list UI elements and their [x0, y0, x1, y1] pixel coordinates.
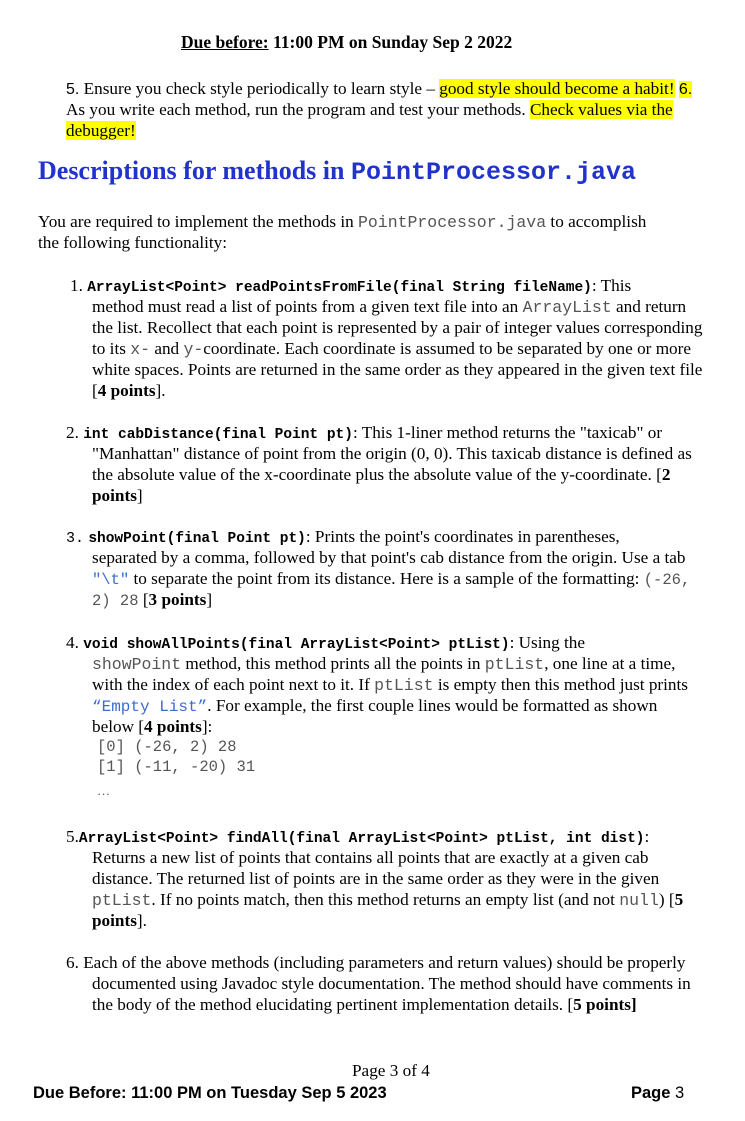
item-5-after: :: [644, 827, 650, 846]
item-4-ptlist-code: ptList: [484, 655, 545, 674]
lead-text: You are required to implement the methods in: [38, 212, 358, 231]
item-5-number: 5.: [66, 827, 79, 846]
item-6-line-2: [92, 973, 691, 995]
item-3-bracket-end: ]: [206, 590, 213, 609]
item-6-line-3: [92, 994, 637, 1016]
p5-text: Ensure you check style periodically to learn style –: [79, 79, 440, 98]
item-1-line-2: [92, 296, 686, 319]
item-4-ellipsis-text: …: [97, 783, 110, 798]
item-5-line-3-text: distance. The returned list of points are in the same order as they were in the given: [92, 869, 660, 888]
item-6-line-1: [66, 952, 686, 974]
item-5-line-2: [92, 847, 649, 869]
item-4-line-2-text: method, this method prints all the points in: [181, 654, 485, 673]
item-1-line-3-text: the list. Recollect that each point is represented by a pair of integer values corresponding: [92, 318, 703, 337]
item-5-points-word: points: [92, 911, 137, 930]
item-2-number: 2.: [66, 423, 79, 442]
item-1-line-5-text: white spaces. Points are returned in the same order as they appeared in the given text file: [92, 360, 703, 379]
item-4-line-2: [92, 653, 675, 676]
item-4-points: 4 points: [144, 717, 202, 736]
item-3-line-4: [92, 589, 212, 612]
p6-num: 6.: [678, 81, 693, 98]
item-2-points-num: 2: [661, 465, 671, 484]
item-5-line-3: [92, 868, 659, 890]
item-1-x-code: x-: [130, 340, 151, 359]
intro-line-3: [66, 120, 136, 142]
item-2-line-2: [92, 443, 692, 465]
footer-page-label: Page: [631, 1084, 676, 1102]
item-4-line-5-text: below [: [92, 717, 145, 736]
item-1-text: method must read a list of points from a given text file into an: [92, 297, 523, 316]
item-3-line-3-text: to separate the point from its distance. Here is a sample of the formatting:: [129, 569, 644, 588]
due-label: Due before:: [181, 32, 269, 52]
item-1-line-5: [92, 359, 702, 381]
item-1-line-4-end: coordinate. Each coordinate is assumed to be separated by one or more: [203, 339, 692, 358]
lead-line-2-text: the following functionality:: [38, 233, 228, 252]
item-5-line-5: [92, 910, 147, 932]
intro-line-2: [66, 99, 673, 121]
item-4-empty-list-code: “Empty List”: [92, 698, 208, 716]
item-1-bracket-end: ].: [155, 381, 166, 400]
section-heading-code: PointProcessor.java: [350, 158, 637, 187]
item-1-signature: ArrayList<Point> readPointsFromFile(final String fileName): [87, 280, 592, 296]
item-4-line-4-text: . For example, the first couple lines would be formatted as shown: [207, 696, 658, 715]
item-5-ptlist-code: ptList: [92, 891, 152, 910]
item-3-line-2-text: separated by a comma, followed by that point's cab distance from the origin. Use a tab: [92, 548, 686, 567]
item-1-bracket: [: [92, 381, 98, 400]
due-text: 11:00 PM on Sunday Sep 2 2022: [268, 32, 513, 52]
item-3-sample-end: 2) 28: [92, 592, 139, 610]
item-3-points: 3 points: [148, 590, 207, 609]
item-3-bracket: [: [138, 590, 149, 609]
item-6-points: 5 points]: [573, 995, 637, 1014]
footer-due-text: Due Before: 11:00 PM on Tuesday Sep 5 2023: [33, 1084, 387, 1102]
item-4-ellipsis: [97, 780, 110, 802]
item-6-number: 6.: [66, 953, 79, 972]
item-4-example-1: [97, 737, 237, 757]
p5-num: 5.: [66, 81, 80, 98]
item-3-signature: showPoint(final Point pt): [88, 531, 306, 547]
section-heading-text: Descriptions for methods in: [38, 156, 351, 185]
item-4-line-3-end: is empty then this method just prints: [433, 675, 688, 694]
item-5-bracket: ) [: [658, 890, 675, 909]
item-3-sample-start: (-26,: [643, 571, 691, 589]
item-1-line-4-text: to its: [92, 339, 131, 358]
lead-code: PointProcessor.java: [357, 213, 547, 232]
item-2-line-2-text: "Manhattan" distance of point from the origin (0, 0). This taxicab distance is defined as: [92, 444, 692, 463]
item-4-number: 4.: [66, 633, 79, 652]
footer-page-number: 3: [675, 1084, 685, 1102]
item-2-bracket-end: ]: [136, 486, 143, 505]
page-of: [352, 1060, 430, 1082]
item-5-line-4: [92, 889, 683, 912]
item-4-line-4: [92, 695, 657, 718]
item-4-signature: void showAllPoints(final ArrayList<Point> ptList): [83, 637, 510, 653]
item-1-line-4: [92, 338, 691, 361]
item-3-line-3: [92, 568, 690, 591]
item-3-tab-code: "\t": [92, 571, 130, 589]
item-2-line-3-text: the absolute value of the x-coordinate plus the absolute value of the y-coordinate. [: [92, 465, 662, 484]
item-1-number: 1.: [70, 276, 83, 295]
item-2-line-4: [92, 485, 143, 507]
item-4-line-3: [92, 674, 688, 697]
item-4-showpoint-code: showPoint: [92, 655, 182, 674]
item-4-example-1-text: [0] (-26, 2) 28: [97, 738, 237, 756]
item-5-null-code: null: [619, 891, 659, 910]
section-heading: [38, 156, 636, 188]
due-header: [181, 31, 512, 53]
lead-line-1: [38, 211, 646, 234]
item-6-line-1-text: Each of the above methods (including parameters and return values) should be properly: [83, 953, 686, 972]
item-4-example-2-text: [1] (-11, -20) 31: [97, 758, 256, 776]
p5-highlight: good style should become a habit!: [439, 79, 675, 98]
item-4-ptlist-code-2: ptList: [374, 676, 434, 695]
item-5-line-4-text: . If no points match, then this method returns an empty list (and not: [151, 890, 620, 909]
item-5-points-num: 5: [674, 890, 684, 909]
item-1-after: : This: [591, 276, 632, 295]
page-of-text: Page 3 of 4: [352, 1061, 430, 1080]
item-4-line-2-end: , one line at a time,: [544, 654, 676, 673]
item-5-signature: ArrayList<Point> findAll(final ArrayList<Point> ptList, int dist): [78, 831, 645, 847]
footer-page: [631, 1082, 684, 1104]
item-4-line-5: [92, 716, 212, 738]
item-6-line-3-text: the body of the method elucidating pertinent implementation details. [: [92, 995, 574, 1014]
item-1-code: ArrayList: [522, 298, 612, 317]
footer-due: [33, 1082, 387, 1104]
lead-line-2: [38, 232, 227, 254]
item-4-bracket-end: ]:: [201, 717, 213, 736]
intro-line-2-highlight: Check values via the: [529, 100, 673, 119]
item-3-line-2: [92, 547, 686, 569]
item-1-and: and: [150, 339, 184, 358]
item-1-text-end: and return: [611, 297, 687, 316]
item-5-line-2-text: Returns a new list of points that contains all points that are exactly at a given cab: [92, 848, 649, 867]
item-4-after: : Using the: [509, 633, 585, 652]
item-6-line-2-text: documented using Javadoc style documentation. The method should have comments in: [92, 974, 691, 993]
item-2-signature: int cabDistance(final Point pt): [83, 427, 353, 443]
item-5-bracket-end: ].: [136, 911, 147, 930]
intro-line-3-highlight: debugger!: [66, 121, 136, 140]
item-1-points: 4 points: [97, 381, 156, 400]
item-2-line-3: [92, 464, 670, 486]
item-2-after: : This 1-liner method returns the "taxicab" or: [352, 423, 663, 442]
item-3-after: : Prints the point's coordinates in parentheses,: [305, 527, 620, 546]
item-1-line-6: [92, 380, 166, 402]
item-4-line-3-text: with the index of each point next to it. If: [92, 675, 375, 694]
item-4-example-2: [97, 757, 255, 777]
intro-line-2-text: As you write each method, run the program and test your methods.: [66, 100, 530, 119]
item-3-number: 3.: [66, 530, 85, 547]
item-2-points-word: points: [92, 486, 137, 505]
item-1-line-3: [92, 317, 702, 339]
intro-line-1: [66, 78, 692, 101]
item-1-y-code: y-: [183, 340, 204, 359]
lead-text-end: to accomplish: [546, 212, 647, 231]
